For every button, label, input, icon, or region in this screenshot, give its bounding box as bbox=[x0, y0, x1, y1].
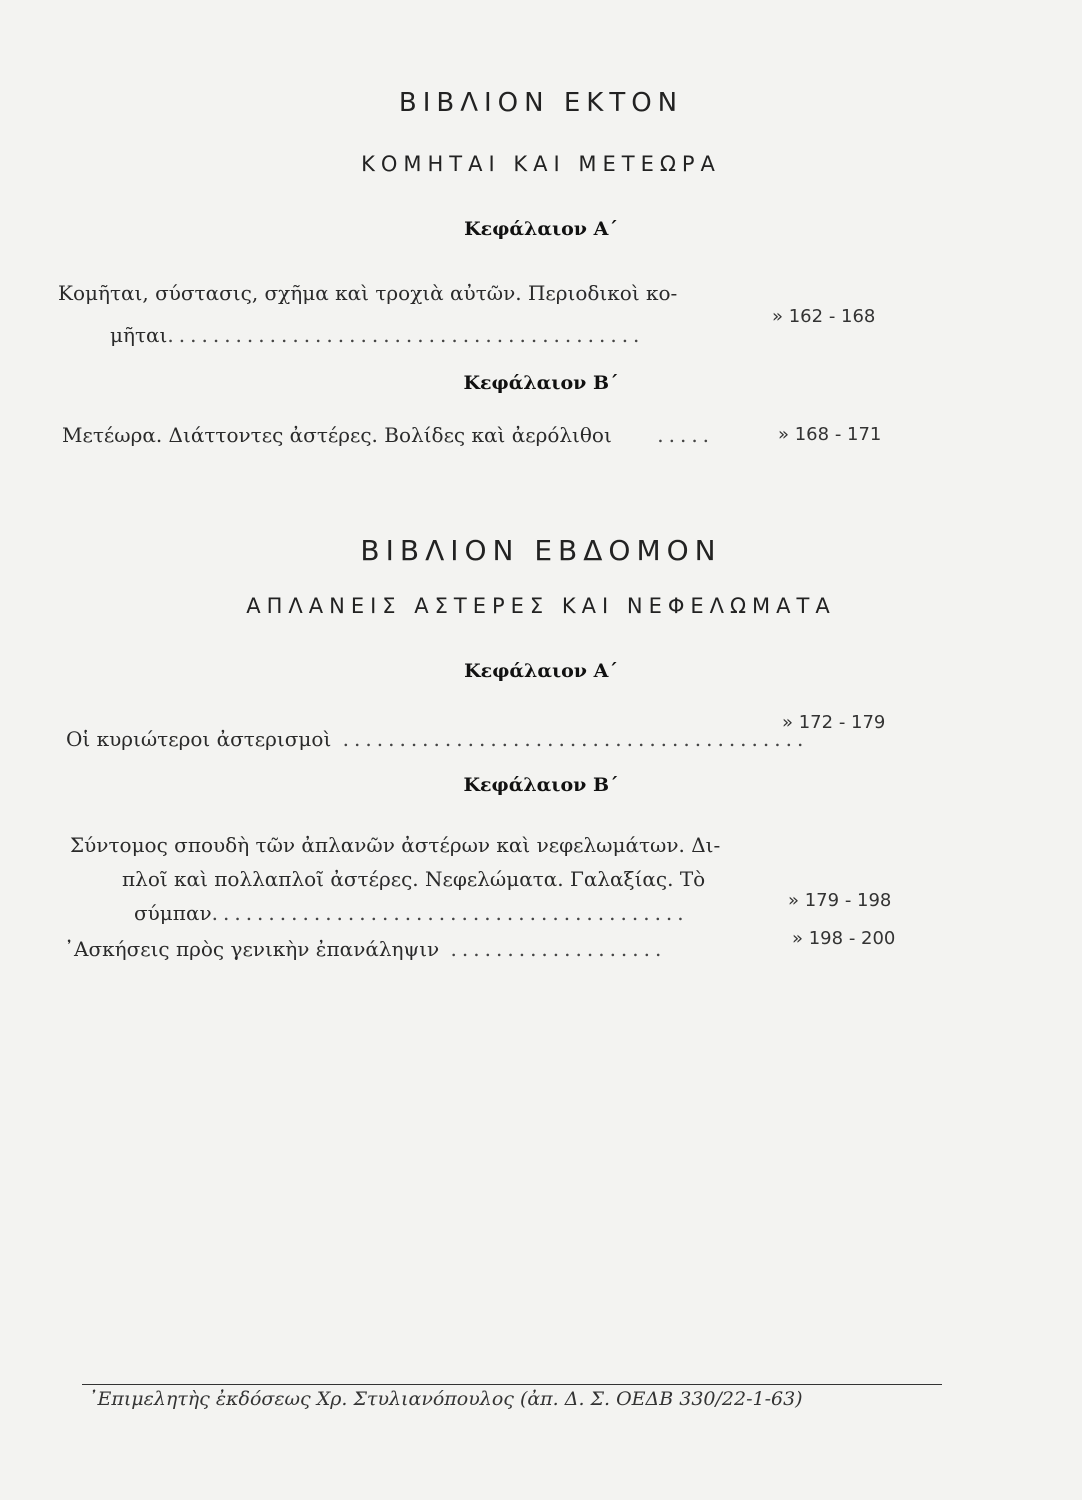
page-range: » 172 - 179 bbox=[782, 712, 886, 733]
leader-dots: .......................................... bbox=[211, 901, 689, 925]
toc-entry-text: μῆται bbox=[110, 323, 168, 347]
footer-imprint: ᾿Επιμελητὴς ἐκδόσεως Χρ. Στυλιανόπουλος (ἀπ. Δ. Σ. ΟΕΔΒ 330/22-1-63) bbox=[88, 1388, 803, 1410]
toc-entry-text: σύμπαν bbox=[134, 901, 212, 925]
toc-entry-text-cont bbox=[66, 724, 808, 754]
book6-chapter-b-heading: Κεφάλαιον Β΄ bbox=[463, 372, 619, 394]
toc-entry-text-cont bbox=[134, 898, 689, 928]
toc-entry-text: Σύντομος σπουδὴ τῶν ἀπλανῶν ἀστέρων καὶ νεφελωμάτων. Δι- bbox=[70, 833, 721, 857]
book7-chapter-b-heading: Κεφάλαιον Β΄ bbox=[463, 774, 619, 796]
toc-entry-text: Μετέωρα. Διάττοντες ἀστέρες. Βολίδες καὶ ἀερόλιθοι bbox=[62, 423, 612, 447]
book6-title: ΒΙΒΛΙΟΝ ΕΚΤΟΝ bbox=[398, 88, 684, 118]
leader-dots: ................... bbox=[439, 937, 667, 961]
leader-dots: ......................................... bbox=[331, 727, 809, 751]
book7-chapter-a-heading: Κεφάλαιον Α΄ bbox=[464, 660, 618, 682]
toc-entry-text: πλοῖ καὶ πολλαπλοῖ ἀστέρες. Νεφελώματα. Γαλαξίας. Τὸ bbox=[122, 867, 706, 891]
book6-subtitle: ΚΟΜΗΤΑΙ ΚΑΙ ΜΕΤΕΩΡΑ bbox=[361, 152, 721, 176]
leader-dots: .......................................... bbox=[167, 323, 645, 347]
page-range: » 198 - 200 bbox=[792, 928, 896, 949]
toc-entry-text-cont bbox=[110, 320, 644, 350]
toc-entry-text: Κομῆται, σύστασις, σχῆμα καὶ τροχιὰ αὐτῶν. Περιοδικοὶ κο- bbox=[58, 281, 678, 305]
page-range: » 168 - 171 bbox=[778, 424, 882, 445]
page-range: » 162 - 168 bbox=[772, 306, 876, 327]
book6-chapter-a-heading: Κεφάλαιον Α΄ bbox=[464, 218, 618, 240]
book7-title: ΒΙΒΛΙΟΝ ΕΒΔΟΜΟΝ bbox=[360, 534, 722, 567]
toc-entry-text-cont bbox=[62, 420, 714, 450]
toc-entry-text: Οἱ κυριώτεροι ἀστερισμοὶ bbox=[66, 727, 332, 751]
page-range: » 179 - 198 bbox=[788, 890, 892, 911]
book7-subtitle: ΑΠΛΑΝΕΙΣ ΑΣΤΕΡΕΣ ΚΑΙ ΝΕΦΕΛΩΜΑΤΑ bbox=[246, 594, 836, 618]
toc-entry-text-cont bbox=[64, 934, 666, 964]
footer-rule bbox=[82, 1384, 942, 1385]
toc-entry-text: ᾿Ασκήσεις πρὸς γενικὴν ἐπανάληψιν bbox=[64, 937, 440, 961]
leader-dots: ..... bbox=[611, 423, 715, 447]
